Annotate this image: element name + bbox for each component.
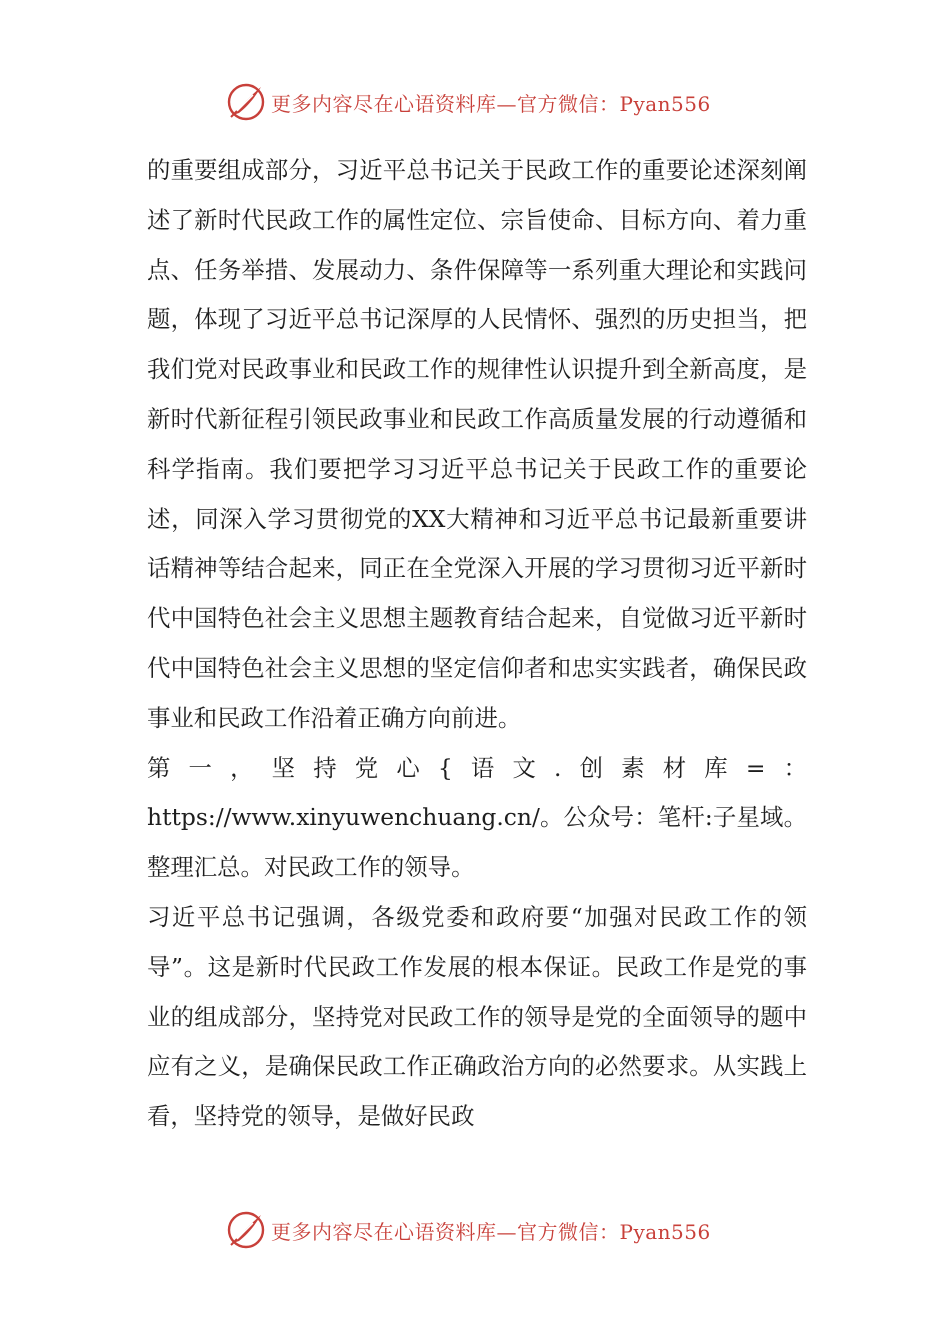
header-brand-text: 更多内容尽在心语资料库—官方微信：Pyan556 bbox=[271, 91, 711, 116]
body-text bbox=[147, 146, 807, 1142]
header-banner bbox=[225, 80, 785, 124]
quill-logo-icon bbox=[225, 1209, 267, 1251]
paragraph-1: 的重要组成部分，习近平总书记关于民政工作的重要论述深刻阐述了新时代民政工作的属性定位、宗旨使命、目标方向、着力重点、任务举措、发展动力、条件保障等一系列重大理论和实践问题，体现了习近平总书记深厚的人民情怀、强烈的历史担当，把我们党对民政事业和民政工作的规律性认识提升到全新高度，是新时代新征程引领民政事业和民政工作高质量发展的行动遵循和科学指南。我们要把学习习近平总书记关于民政工作的重要论述，同深入学习贯彻党的XX大精神和习近平总书记最新重要讲话精神等结合起来，同正在全党深入开展的学习贯彻习近平新时代中国特色社会主义思想主题教育结合起来，自觉做习近平新时代中国特色社会主义思想的坚定信仰者和忠实实践者，确保民政事业和民政工作沿着正确方向前进。 bbox=[147, 156, 807, 732]
footer-banner bbox=[225, 1208, 785, 1252]
footer-brand-text: 更多内容尽在心语资料库—官方微信：Pyan556 bbox=[271, 1219, 711, 1244]
quill-logo-icon bbox=[225, 81, 267, 123]
paragraph-2: 第一，坚持党心{语文.创素材库=：https://www.xinyuwenchuang.cn/。公众号：笔杆:子星域。整理汇总。对民政工作的领导。 bbox=[147, 753, 807, 882]
paragraph-3: 习近平总书记强调，各级党委和政府要“加强对民政工作的领导”。这是新时代民政工作发展的根本保证。民政工作是党的事业的组成部分，坚持党对民政工作的领导是党的全面领导的题中应有之义，是确保民政工作正确政治方向的必然要求。从实践上看，坚持党的领导，是做好民政 bbox=[147, 902, 807, 1131]
